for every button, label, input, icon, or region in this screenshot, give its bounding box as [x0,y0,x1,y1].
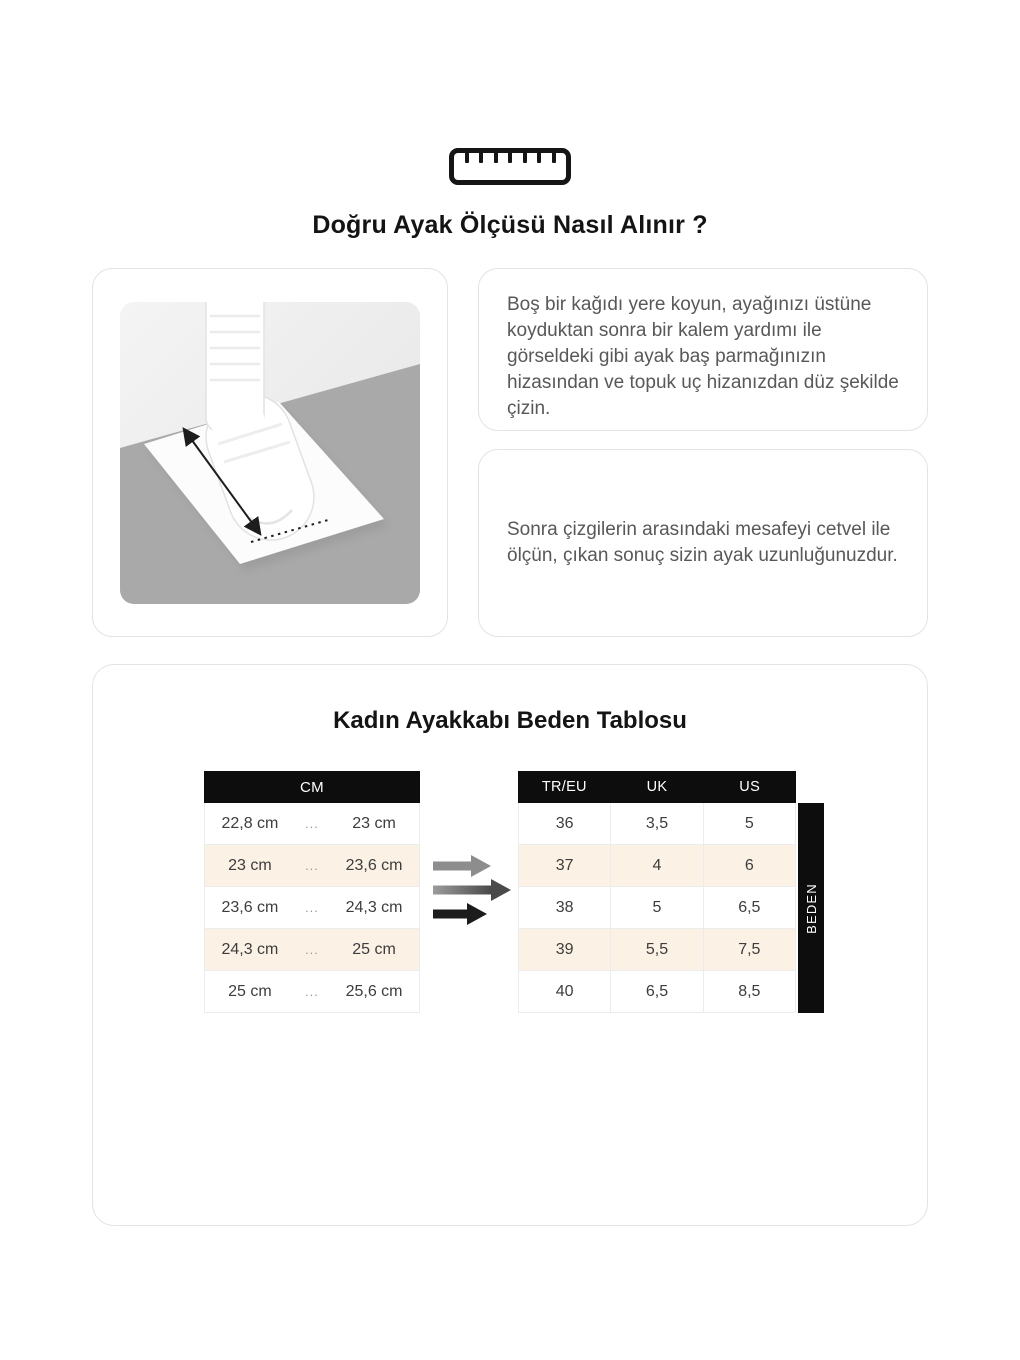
ruler-tick [552,153,556,163]
measurement-instructions-section [92,268,928,637]
ruler-icon [449,148,571,185]
cm-to-cell: 25 cm [352,940,396,958]
uk-cell: 6,5 [611,971,703,1012]
cm-table-header: CM [204,771,420,803]
arrow-bottom [433,903,487,925]
page-title: Doğru Ayak Ölçüsü Nasıl Alınır ? [312,211,708,239]
instruction-box-1 [478,268,928,431]
uk-cell: 3,5 [611,803,703,844]
us-cell: 8,5 [738,982,761,1000]
uk-cell: 4 [611,845,703,886]
tr-eu-cell: 39 [519,929,611,970]
range-dots: ... [305,816,319,831]
uk-cell: 5 [611,887,703,928]
instruction-text-1: Boş bir kağıdı yere koyun, ayağınızı üstüne koyduktan sonra bir kalem yardımı ile görseldeki gibi ayak baş parmağınızın hizasından ve topuk uç hizanızdan düz şekilde çizin. [507,294,899,419]
cm-to-cell: 25,6 cm [345,982,403,1000]
instruction-boxes [478,268,928,637]
us-cell: 6 [744,856,754,874]
range-dots: ... [305,942,319,957]
header-us: US [739,779,761,795]
foot-measurement-photo [120,302,420,604]
cm-from-cell: 22,8 cm [221,814,279,832]
range-dots: ... [305,984,319,999]
size-table [518,771,796,1013]
instruction-text-2: Sonra çizgilerin arasındaki mesafeyi cetvel ile ölçün, çıkan sonuç sizin ayak uzunluğunuzdur. [507,519,898,566]
uk-cell: 5,5 [611,929,703,970]
ruler-tick [523,153,527,163]
measurement-photo-card [92,268,448,637]
cm-table-row [204,887,420,929]
header-tr-eu: TR/EU [541,779,587,795]
arrow-middle [433,879,511,901]
size-table-row [518,971,796,1013]
us-cell: 5 [744,814,754,832]
cm-from-cell: 23,6 cm [221,898,279,916]
us-cell: 7,5 [738,940,761,958]
cm-to-cell: 24,3 cm [345,898,403,916]
ruler-tick [479,153,483,163]
cm-to-cell: 23,6 cm [345,856,403,874]
range-dots: ... [305,900,319,915]
size-chart-tables [93,771,927,1013]
size-table-header [518,771,796,803]
us-cell: 6,5 [738,898,761,916]
tr-eu-cell: 40 [519,971,611,1012]
size-table-row [518,887,796,929]
cm-table-row [204,971,420,1013]
size-table-row [518,845,796,887]
cm-table-row [204,845,420,887]
cm-from-cell: 25 cm [228,982,272,1000]
cm-table-row [204,803,420,845]
cm-from-cell: 23 cm [228,856,272,874]
header-icon-area [0,0,1020,185]
instruction-box-2 [478,449,928,637]
beden-side-label [798,803,824,1013]
range-dots: ... [305,858,319,873]
mapping-arrows-icon [433,855,519,925]
size-chart-card [92,664,928,1226]
tr-eu-cell: 38 [519,887,611,928]
beden-label-text: BEDEN [803,882,819,934]
size-table-row [518,929,796,971]
cm-table [204,771,420,1013]
cm-from-cell: 24,3 cm [221,940,279,958]
ruler-tick [508,153,512,163]
header-uk: UK [646,779,668,795]
size-chart-title: Kadın Ayakkabı Beden Tablosu [333,707,687,734]
size-table-row [518,803,796,845]
tr-eu-cell: 36 [519,803,611,844]
ruler-tick [494,153,498,163]
cm-table-row [204,929,420,971]
arrow-top [433,855,491,877]
ruler-tick [465,153,469,163]
cm-to-cell: 23 cm [352,814,396,832]
ruler-tick [537,153,541,163]
tr-eu-cell: 37 [519,845,611,886]
